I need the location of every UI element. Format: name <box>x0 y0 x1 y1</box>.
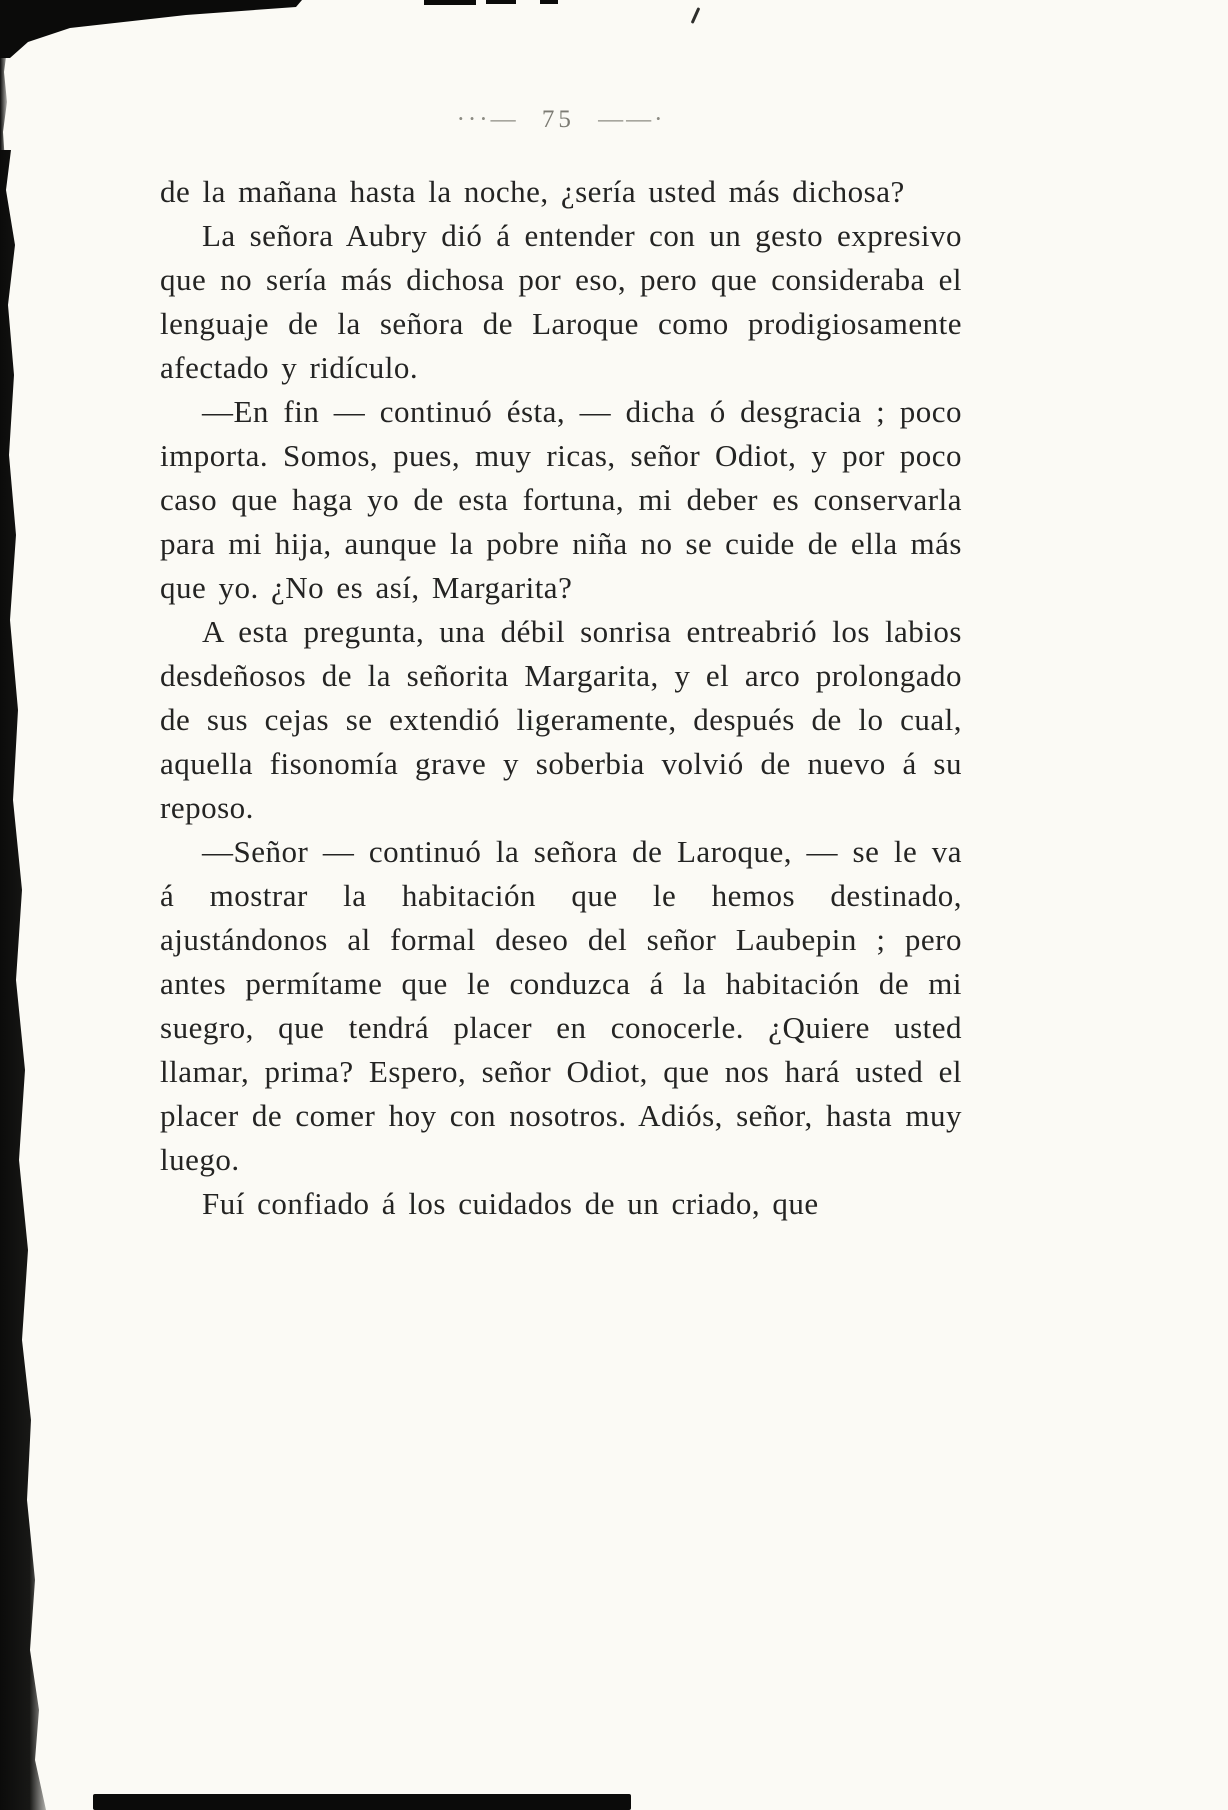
header-left-marks: ···— <box>456 106 519 133</box>
page-header <box>160 106 962 134</box>
scan-artifact-bottom-bar <box>93 1794 631 1810</box>
scan-artifact-left-sliver <box>0 42 10 162</box>
paragraph: La señora Aubry dió á entender con un gesto expresivo que no sería más dichosa por eso, pero que consideraba el lenguaje de la señora de Laroque como prodigiosamente afectado y ridículo. <box>160 218 962 385</box>
paragraph: —En fin — continuó ésta, — dicha ó desgracia ; poco importa. Somos, pues, muy ricas, señor Odiot, y por poco caso que haga yo de esta fortuna, mi deber es conservarla para mi hija, aunque la pobre niña no se cuide de ella más que yo. ¿No es así, Margarita? <box>160 394 962 605</box>
scan-artifact-stray-mark <box>691 7 701 24</box>
paragraph: —Señor — continuó la señora de Laroque, — se le va á mostrar la habitación que le hemos destinado, ajustándonos al formal deseo del señor Laubepin ; pero antes permítame que le conduzca á la habitación de mi suegro, que tendrá placer en conocerle. ¿Quiere usted llamar, prima? Espero, señor Odiot, que nos hará usted el placer de comer hoy con nosotros. Adiós, señor, hasta muy luego. <box>160 834 962 1177</box>
scan-artifact-top-dash <box>486 0 516 4</box>
paragraph: Fuí confiado á los cuidados de un criado, que <box>202 1186 819 1221</box>
scan-artifact-top-left-bar <box>0 0 310 58</box>
page-number: 75 <box>541 106 575 133</box>
paragraph: de la mañana hasta la noche, ¿sería usted más dichosa? <box>160 174 905 209</box>
header-right-marks: ——· <box>598 106 666 133</box>
text-block <box>160 170 962 1226</box>
paragraph: A esta pregunta, una débil sonrisa entreabrió los labios desdeñosos de la señorita Margarita, y el arco prolongado de sus cejas se extendió ligeramente, después de lo cual, aquella fisonomía grave y soberbia volvió de nuevo á su reposo. <box>160 614 962 825</box>
scan-artifact-top-dash <box>424 0 476 5</box>
scan-artifact-binding-edge <box>0 150 54 1810</box>
scan-artifact-top-dash <box>540 0 558 4</box>
